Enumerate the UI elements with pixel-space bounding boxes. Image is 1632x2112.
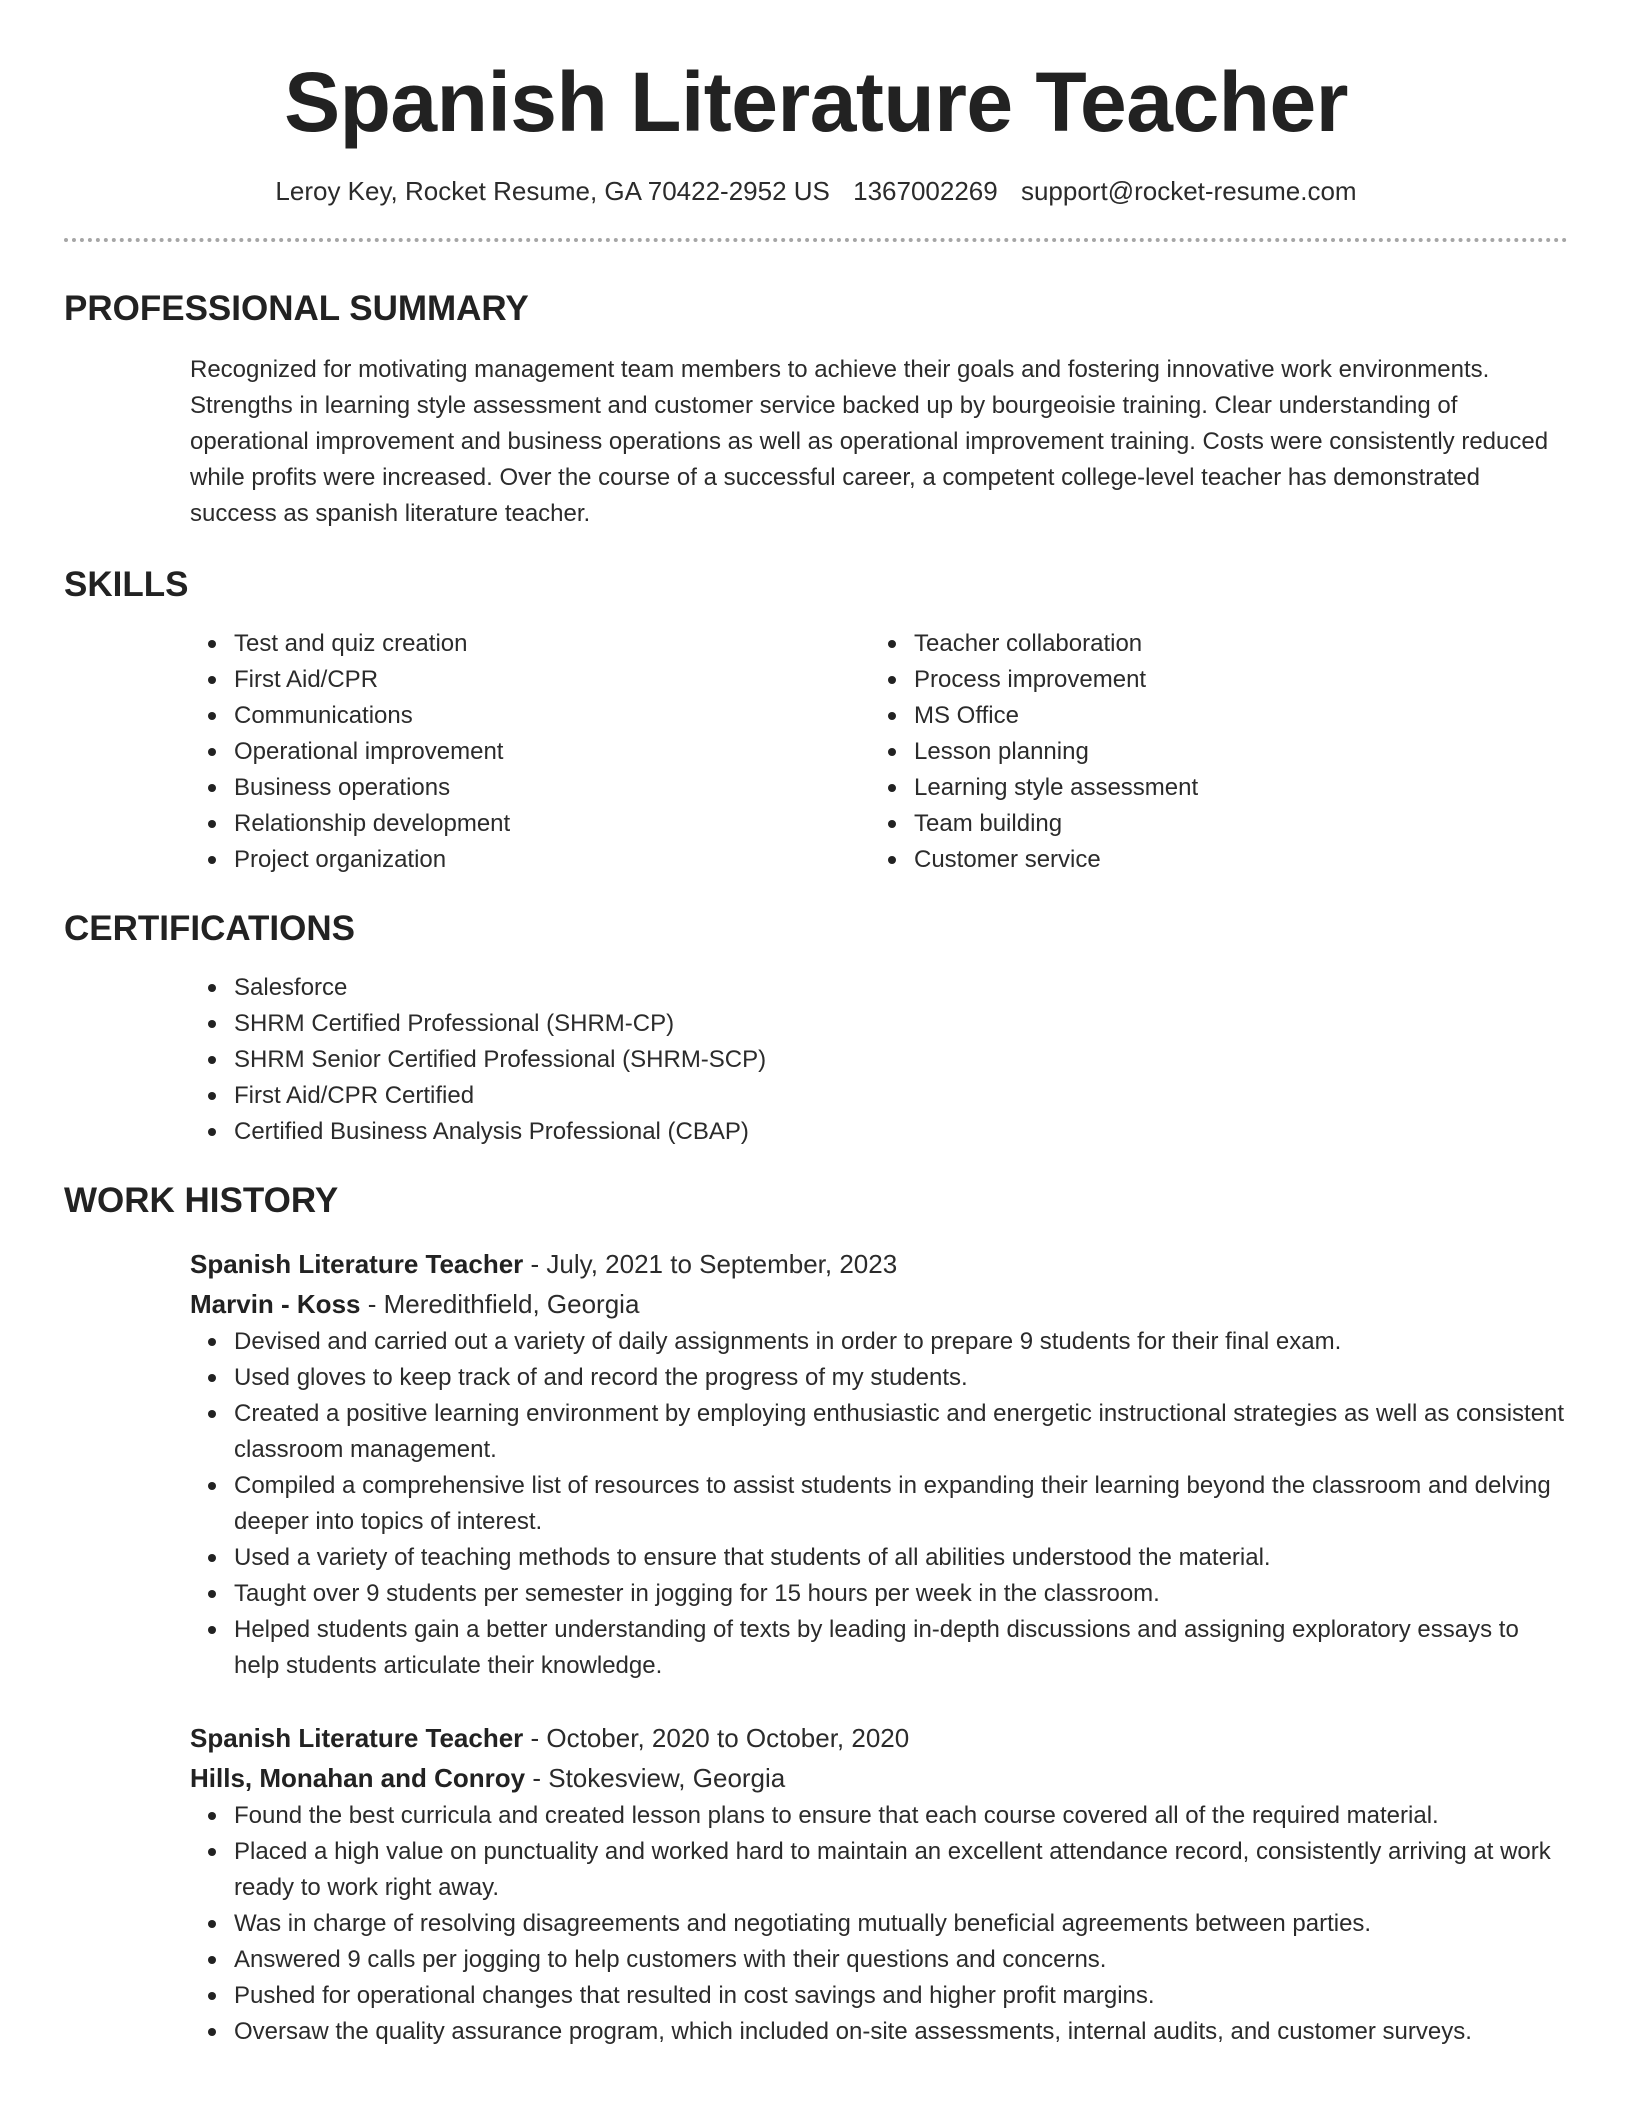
job-location: - Meredithfield, Georgia: [360, 1289, 640, 1319]
job-bullet: Answered 9 calls per jogging to help customers with their questions and concerns.: [234, 1942, 1568, 1978]
skill-item: Process improvement: [914, 662, 1550, 698]
resume-name: Spanish Literature Teacher: [284, 55, 1348, 149]
skills-list-left: [190, 626, 870, 878]
job-bullet: Oversaw the quality assurance program, which included on-site assessments, internal audits, and customer surveys.: [234, 2014, 1568, 2050]
job-bullet: Used gloves to keep track of and record the progress of my students.: [234, 1360, 1568, 1396]
certifications-heading: CERTIFICATIONS: [64, 909, 356, 948]
job-company-line: [190, 1758, 1568, 1798]
contact-address: Leroy Key, Rocket Resume, GA 70422-2952 US: [275, 176, 830, 206]
job-bullets: [190, 1324, 1568, 1684]
job-bullet: Compiled a comprehensive list of resources to assist students in expanding their learning beyond the classroom and delving deeper into topics of interest.: [234, 1468, 1568, 1540]
certification-item: Salesforce: [234, 970, 1568, 1006]
skill-item: MS Office: [914, 698, 1550, 734]
summary-text: Recognized for motivating management team members to achieve their goals and fostering innovative work environments. Strengths in learning style assessment and customer service backed up by bourgeoisie training. Clear understanding of operational improvement and business operations as well as operational improvement training. Costs were consistently reduced while profits were increased. Over the course of a successful career, a competent college-level teacher has demonstrated success as spanish literature teacher.: [190, 356, 1549, 527]
certification-item: SHRM Senior Certified Professional (SHRM-SCP): [234, 1042, 1568, 1078]
skills-column-left: [190, 626, 870, 878]
job-bullet: Used a variety of teaching methods to ensure that students of all abilities understood the material.: [234, 1540, 1568, 1576]
job-location: - Stokesview, Georgia: [525, 1763, 786, 1793]
job-bullet: Pushed for operational changes that resulted in cost savings and higher profit margins.: [234, 1978, 1568, 2014]
skill-item: Lesson planning: [914, 734, 1550, 770]
job-entry: [190, 1244, 1568, 1684]
job-title-line: [190, 1718, 1568, 1758]
skill-item: Customer service: [914, 842, 1550, 878]
certification-item: SHRM Certified Professional (SHRM-CP): [234, 1006, 1568, 1042]
job-dates: - October, 2020 to October, 2020: [523, 1723, 910, 1753]
job-bullet: Devised and carried out a variety of daily assignments in order to prepare 9 students for their final exam.: [234, 1324, 1568, 1360]
job-bullet: Placed a high value on punctuality and worked hard to maintain an excellent attendance record, consistently arriving at work ready to work right away.: [234, 1834, 1568, 1906]
skill-item: Team building: [914, 806, 1550, 842]
skill-item: Business operations: [234, 770, 870, 806]
skills-column-right: [870, 626, 1550, 878]
job-company: Marvin - Koss: [190, 1289, 361, 1319]
certification-item: First Aid/CPR Certified: [234, 1078, 1568, 1114]
skill-item: Teacher collaboration: [914, 626, 1550, 662]
skill-item: Relationship development: [234, 806, 870, 842]
skills-heading: SKILLS: [64, 565, 189, 604]
skill-item: Operational improvement: [234, 734, 870, 770]
certifications-body: [190, 970, 1568, 1150]
job-company: Hills, Monahan and Conroy: [190, 1763, 526, 1793]
skill-item: First Aid/CPR: [234, 662, 870, 698]
contact-phone: 1367002269: [853, 176, 998, 206]
certification-item: Certified Business Analysis Professional (CBAP): [234, 1114, 1568, 1150]
job-company-line: [190, 1284, 1568, 1324]
contact-line: [64, 174, 1568, 208]
header-divider: [64, 238, 1568, 242]
summary-heading: PROFESSIONAL SUMMARY: [64, 289, 529, 328]
job-bullets: [190, 1798, 1568, 2050]
job-dates: - July, 2021 to September, 2023: [523, 1249, 898, 1279]
skill-item: Project organization: [234, 842, 870, 878]
work-history-heading: WORK HISTORY: [64, 1181, 339, 1220]
skill-item: Test and quiz creation: [234, 626, 870, 662]
job-role: Spanish Literature Teacher: [190, 1723, 524, 1753]
job-role: Spanish Literature Teacher: [190, 1249, 524, 1279]
skill-item: Communications: [234, 698, 870, 734]
job-bullet: Was in charge of resolving disagreements and negotiating mutually beneficial agreements between parties.: [234, 1906, 1568, 1942]
job-bullet: Helped students gain a better understanding of texts by leading in-depth discussions and assigning exploratory essays to help students articulate their knowledge.: [234, 1612, 1568, 1684]
job-bullet: Taught over 9 students per semester in jogging for 15 hours per week in the classroom.: [234, 1576, 1568, 1612]
contact-email[interactable]: support@rocket-resume.com: [1020, 176, 1357, 206]
job-entry: [190, 1718, 1568, 2050]
certifications-list: [190, 970, 1568, 1150]
job-title-line: [190, 1244, 1568, 1284]
skills-list-right: [870, 626, 1550, 878]
job-bullet: Created a positive learning environment by employing enthusiastic and energetic instructional strategies as well as consistent classroom management.: [234, 1396, 1568, 1468]
job-bullet: Found the best curricula and created lesson plans to ensure that each course covered all of the required material.: [234, 1798, 1568, 1834]
skill-item: Learning style assessment: [914, 770, 1550, 806]
skills-grid: [190, 626, 1568, 878]
